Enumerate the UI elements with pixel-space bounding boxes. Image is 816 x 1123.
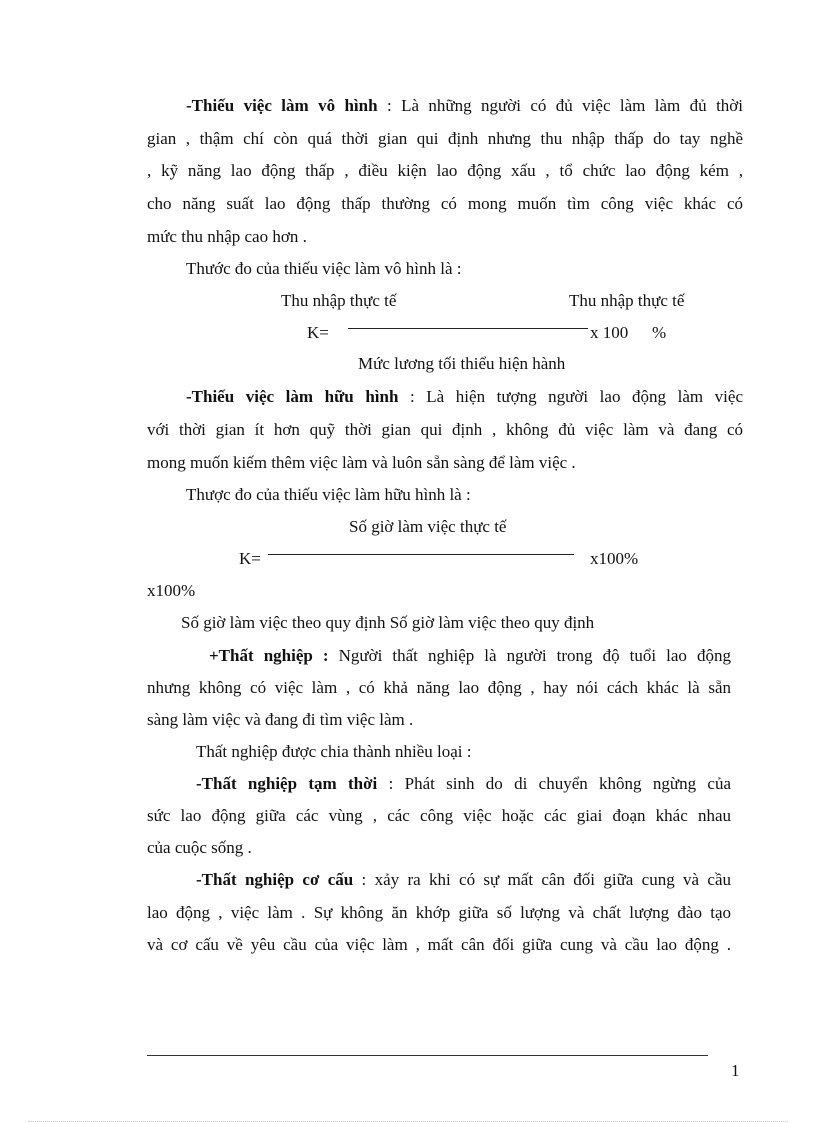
paragraph-unemployment-line-1: +Thất nghiệp : Người thất nghiệp là người trong độ tuổi lao động [209, 646, 732, 665]
paragraph-visible-underemployment-line-3: mong muốn kiếm thêm việc làm và luôn sẵn sàng để làm việc . [147, 453, 576, 472]
formula-1-fraction-bar [348, 328, 588, 329]
measure-hidden-intro: Thước đo của thiếu việc làm vô hình là : [186, 259, 462, 278]
page-bottom-divider [28, 1121, 788, 1122]
term-unemployment: +Thất nghiệp : [209, 646, 329, 665]
formula-1-numerator: Thu nhập thực tế [281, 291, 397, 310]
paragraph-unemployment-line-2: nhưng không có việc làm , có khả năng lao động , hay nói cách khác là sẵn [147, 678, 731, 697]
formula-2-numerator: Số giờ làm việc thực tế [349, 517, 507, 536]
paragraph-hidden-underemployment-line-2: gian , thậm chí còn quá thời gian qui định nhưng thu nhập thấp do tay nghề [147, 129, 743, 148]
page-number: 1 [731, 1061, 740, 1080]
measure-visible-intro: Thược đo của thiếu việc làm hữu hình là : [186, 485, 471, 504]
paragraph-structural-line-3: và cơ cấu về yêu cầu của việc làm , mất cân đối giữa cung và cầu lao động . [147, 935, 731, 954]
term-visible-underemployment: -Thiếu việc làm hữu hình [186, 387, 399, 406]
paragraph-hidden-underemployment-line-5: mức thu nhập cao hơn . [147, 227, 307, 246]
term-structural-unemployment: -Thất nghiệp cơ cấu [196, 870, 354, 889]
formula-1-numerator-repeat: Thu nhập thực tế [569, 291, 685, 310]
paragraph-visible-underemployment-line-1: -Thiếu việc làm hữu hình : Là hiện tượng người lao động làm việc [186, 387, 743, 406]
paragraph-structural-line-2: lao động , việc làm . Sự không ăn khớp giữa số lượng và chất lượng đào tạo [147, 903, 731, 922]
paragraph-frictional-line-3: của cuộc sống . [147, 838, 252, 857]
term-frictional-unemployment: -Thất nghiệp tạm thời [196, 774, 378, 793]
paragraph-visible-underemployment-line-2: với thời gian ít hơn quỹ thời gian qui định , không đủ việc làm và đang có [147, 420, 743, 439]
formula-1-denominator: Mức lương tối thiểu hiện hành [358, 354, 566, 373]
paragraph-hidden-underemployment-line-3: , kỹ năng lao động thấp , điều kiện lao động xấu , tổ chức lao động kém , [147, 161, 743, 180]
formula-2-multiplier-repeat: x100% [147, 581, 196, 600]
formula-1-multiplier: x 100 [590, 323, 629, 342]
formula-2-multiplier: x100% [590, 549, 639, 568]
formula-2-k-label: K= [239, 549, 261, 568]
term-hidden-underemployment: -Thiếu việc làm vô hình [186, 96, 378, 115]
formula-2-fraction-bar [268, 554, 574, 555]
paragraph-structural-line-1: -Thất nghiệp cơ cấu : xảy ra khi có sự mất cân đối giữa cung và cầu [196, 870, 731, 889]
formula-1-k-label: K= [307, 323, 329, 342]
footer-rule [147, 1055, 708, 1056]
paragraph-unemployment-line-3: sàng làm việc và đang đi tìm việc làm . [147, 710, 414, 729]
paragraph-frictional-line-1: -Thất nghiệp tạm thời : Phát sinh do di chuyển không ngừng của [196, 774, 731, 793]
paragraph-hidden-underemployment-line-1: -Thiếu việc làm vô hình : Là những người có đủ việc làm làm đủ thời [186, 96, 744, 115]
paragraph-frictional-line-2: sức lao động giữa các vùng , các công việc hoặc các giai đoạn khác nhau [147, 806, 731, 825]
formula-1-percent: % [652, 323, 667, 342]
paragraph-unemployment-types-intro: Thất nghiệp được chia thành nhiều loại : [196, 742, 472, 761]
formula-2-denominator: Số giờ làm việc theo quy định Số giờ làm việc theo quy định [181, 613, 595, 632]
paragraph-hidden-underemployment-line-4: cho năng suất lao động thấp thường có mong muốn tìm công việc khác có [147, 194, 743, 213]
